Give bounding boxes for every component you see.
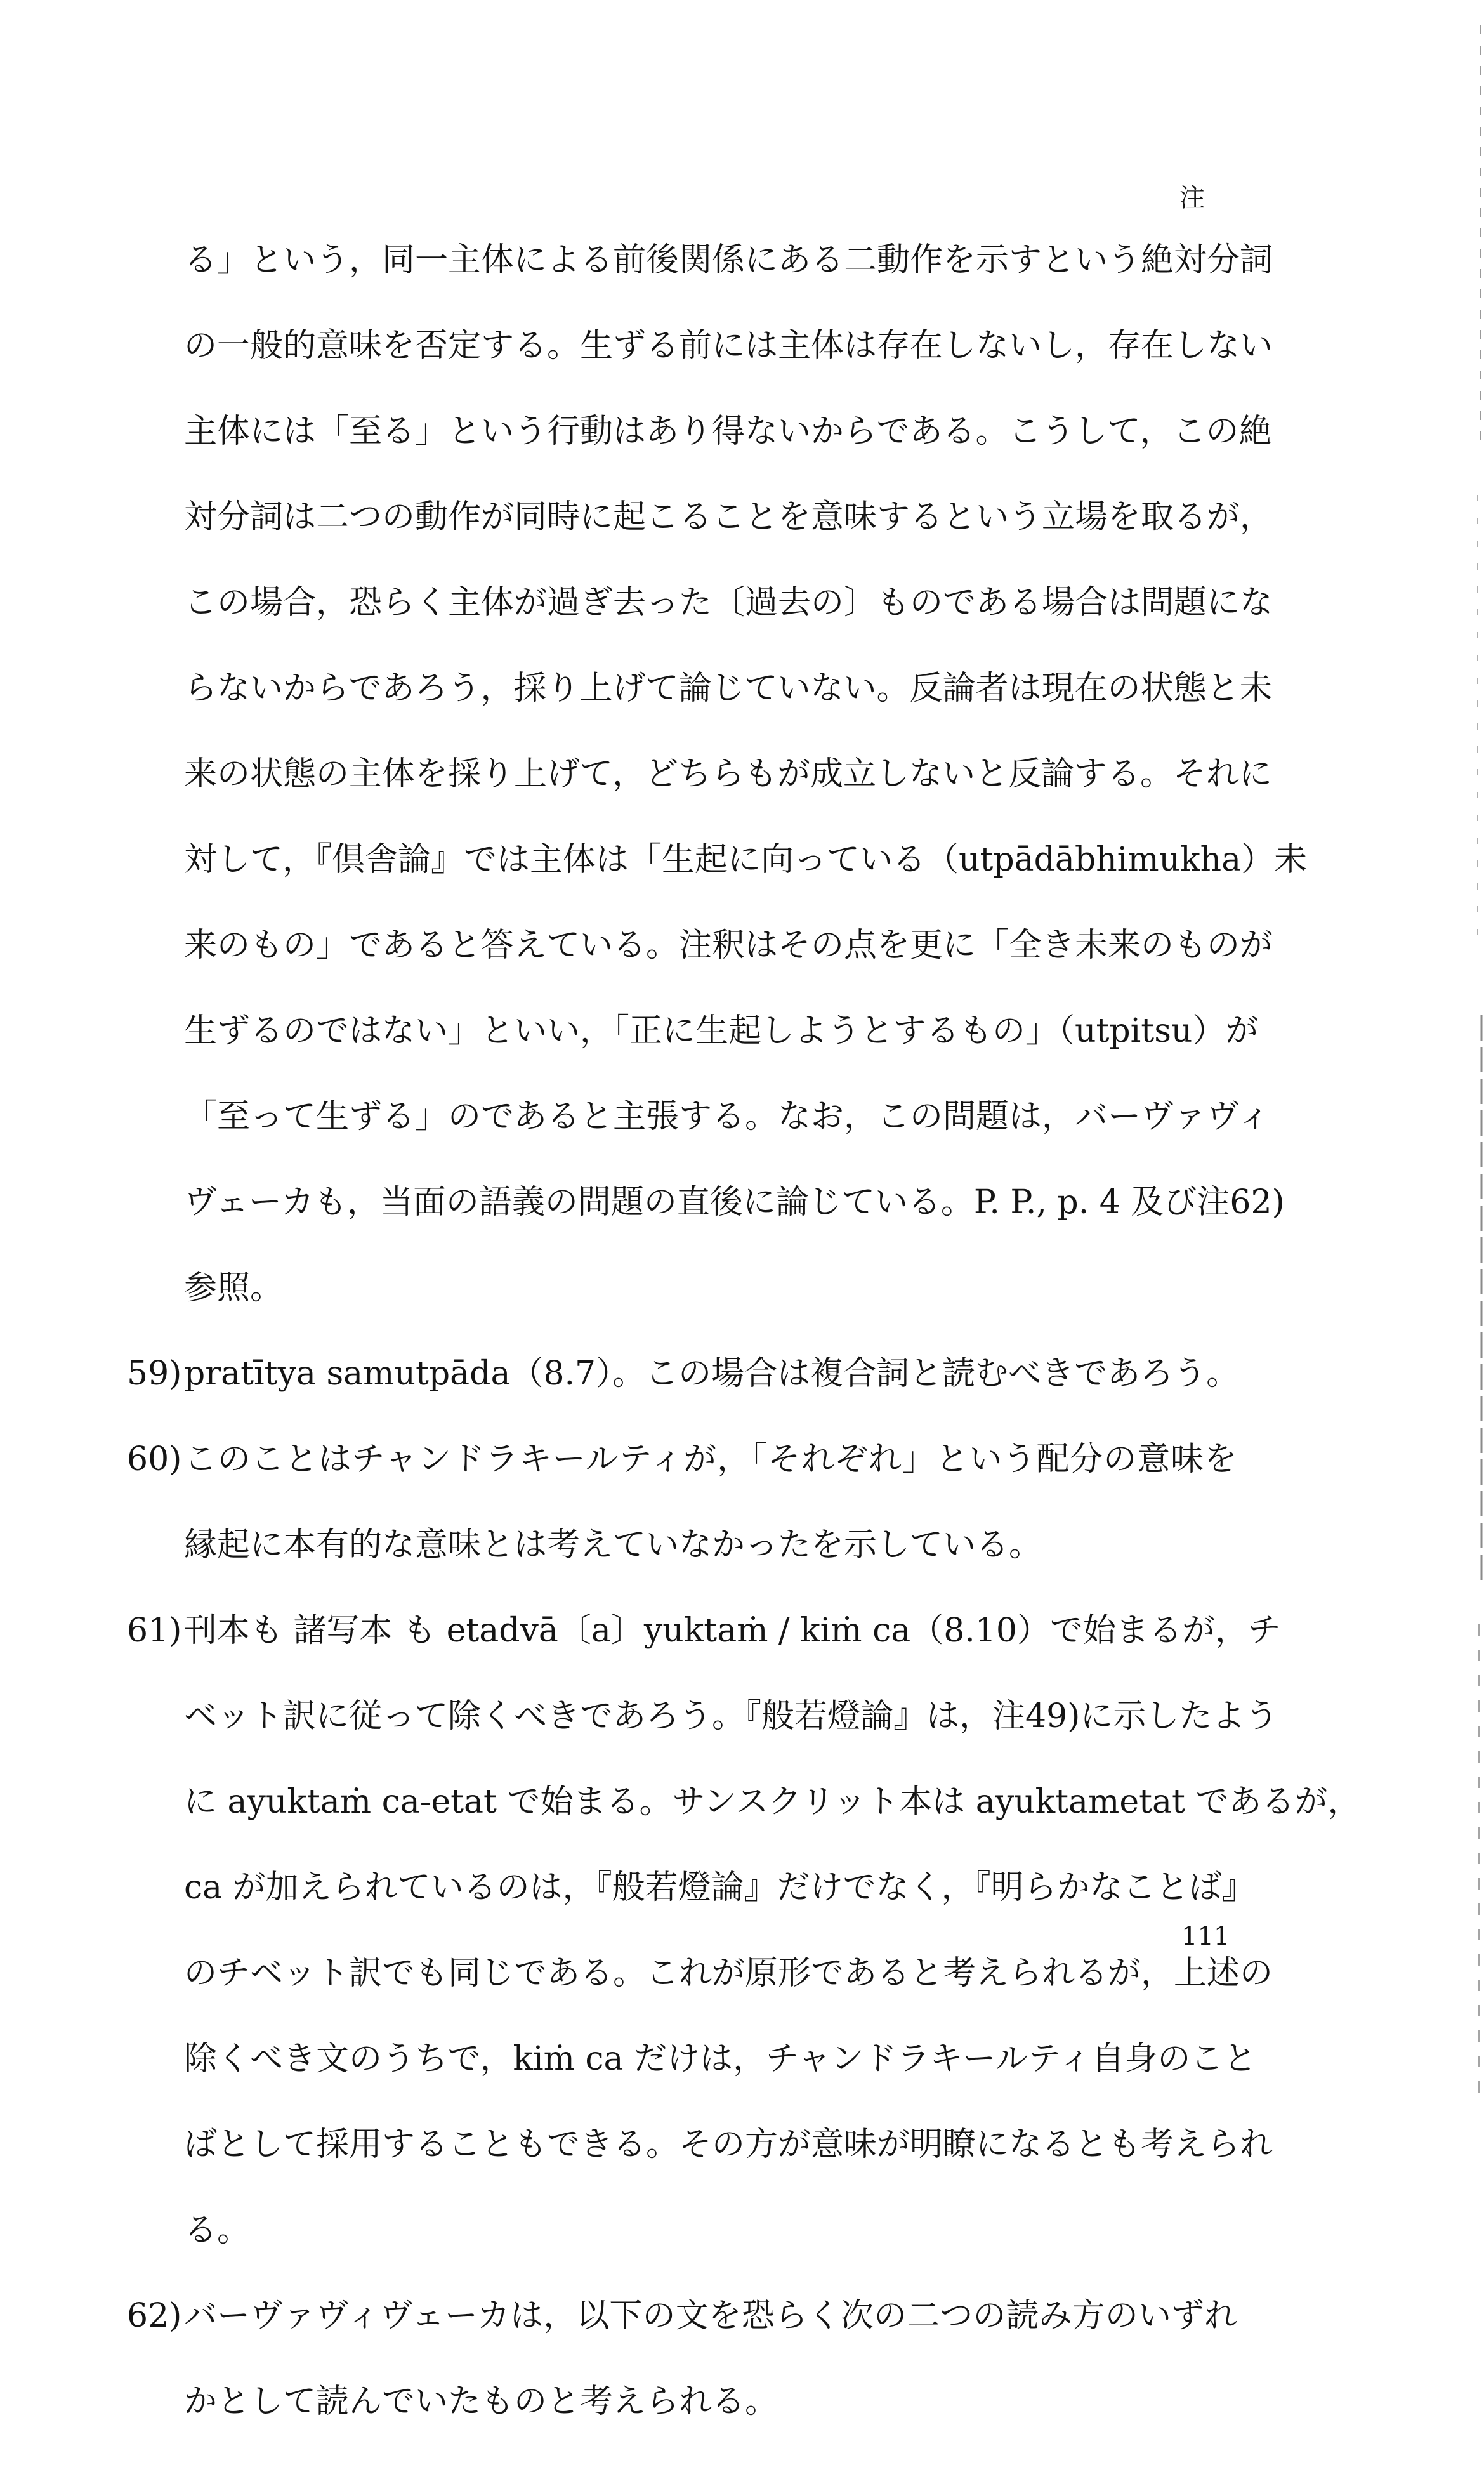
note-line: る。 [184,2211,251,2249]
note-62 [127,2294,1237,2465]
note-number: 62) [127,2297,182,2335]
note-line: バーヴァヴィヴェーカは，以下の文を恐らく次の二つの読み方のいずれ [184,2297,1237,2335]
text-line: 来の状態の主体を採り上げて，どちらもが成立しないと反論する。それに [184,755,1272,793]
text-line: る」という，同一主体による前後関係にある二動作を示すという絶対分詞 [184,241,1273,279]
text-line: 対分詞は二つの動作が同時に起こることを意味するという立場を取るが， [184,498,1273,536]
text-line: の一般的意味を否定する。生ずる前には主体は存在しないし，存在しない [184,327,1273,365]
note-line: このことはチャンドラキールティが，「それぞれ」という配分の意味を [184,1440,1237,1478]
note-number: 59) [127,1355,182,1393]
note-60 [127,1437,1237,1608]
text-line: 主体には「至る」という行動はあり得ないからである。こうして，この絶 [184,412,1272,450]
note-61 [127,1608,1361,2294]
text-line: ヴェーカも，当面の語義の問題の直後に論じている。P. P., p. 4 及び注62) [184,1183,1285,1221]
note-line: ベット訳に従って除くべきであろう。『般若燈論』は，注49)に示したよう [184,1697,1278,1735]
text-line: 来のもの」であると答えている。注釈はその点を更に「全き未来のものが [184,926,1273,964]
note-line: のチベット訳でも同じである。これが原形であると考えられるが，上述の [184,1954,1273,1992]
text-line: 対して，『倶舎論』では主体は「生起に向っている（utpādābhimukha）未 [184,841,1308,879]
text-block [127,238,1361,2465]
note-line: pratītya samutpāda（8.7）。この場合は複合詞と読むべきであろう。 [184,1355,1240,1393]
note-line: ばとして採用することもできる。その方が意味が明瞭になるとも考えられ [184,2126,1273,2164]
note-number: 61) [127,1612,182,1650]
note-line: 除くべき文のうちで，kiṁ ca だけは，チャンドラキールティ自身のこと [184,2040,1257,2078]
text-line: 「至って生ずる」のであると主張する。なお，この問題は，バーヴァヴィ [184,1098,1271,1136]
text-line: 参照。 [184,1269,284,1307]
note-line: かとして読んでいたものと考えられる。 [184,2383,778,2421]
note-number: 60) [127,1440,182,1478]
note-line: 刊本も 諸写本 も etadvā〔a〕yuktaṁ / kiṁ ca（8.10）で始まるが，チ [184,1612,1281,1650]
running-head: 注 [1179,183,1205,213]
text-line: 生ずるのではない」といい，「正に生起しようとするもの」（utpitsu）が [184,1012,1259,1050]
text-line: らないからであろう，採り上げて論じていない。反論者は現在の状態と未 [184,669,1273,707]
note-line: 縁起に本有的な意味とは考えていなかったを示している。 [184,1526,1042,1564]
note-line: に ayuktaṁ ca-etat で始まる。サンスクリット本は ayuktametat であるが， [184,1783,1361,1821]
note-59 [127,1351,1240,1437]
scan-edge-marks [1470,0,1484,2099]
text-line: この場合，恐らく主体が過ぎ去った〔過去の〕ものである場合は問題にな [184,584,1273,622]
note-line: ca が加えられているのは，『般若燈論』だけでなく，『明らかなことば』 [184,1869,1255,1907]
continued-paragraph [184,238,1308,1351]
page-number: 111 [1181,1922,1230,1951]
